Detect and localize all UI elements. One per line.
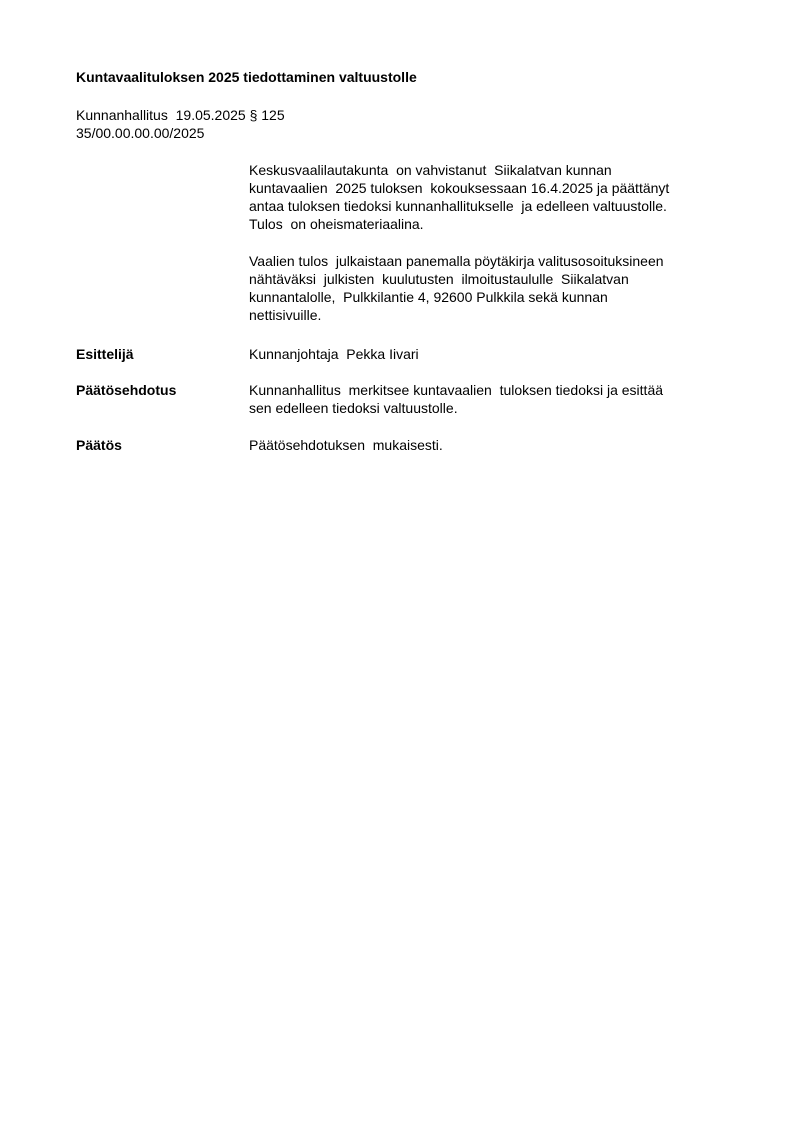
decision-label: Päätös	[76, 437, 122, 453]
text-line: Kunnanjohtaja Pekka Iivari	[249, 346, 419, 362]
text-line: nähtäväksi julkisten kuulutusten ilmoitustaululle Siikalatvan	[249, 271, 629, 287]
text-line: antaa tuloksen tiedoksi kunnanhallitukselle ja edelleen valtuustolle.	[249, 198, 667, 214]
text-line: Tulos on oheismateriaalina.	[249, 216, 424, 232]
document-title: Kuntavaalituloksen 2025 tiedottaminen valtuustolle	[76, 69, 417, 85]
text-line: Kunnanhallitus merkitsee kuntavaalien tuloksen tiedoksi ja esittää	[249, 382, 664, 398]
text-line: Päätösehdotuksen mukaisesti.	[249, 437, 443, 453]
intro-paragraph-1	[249, 161, 719, 233]
meeting-meta	[76, 106, 285, 142]
text-line: sen edelleen tiedoksi valtuustolle.	[249, 400, 458, 416]
meeting-reference: Kunnanhallitus 19.05.2025 § 125	[76, 107, 285, 123]
text-line: Vaalien tulos julkaistaan panemalla pöytäkirja valitusosoituksineen	[249, 253, 664, 269]
proposal-label: Päätösehdotus	[76, 382, 177, 398]
intro-paragraph-2	[249, 252, 719, 324]
record-number: 35/00.00.00.00/2025	[76, 125, 205, 141]
presenter-label: Esittelijä	[76, 346, 134, 362]
decision-value	[249, 436, 719, 454]
text-line: kuntavaalien 2025 tuloksen kokouksessaan 16.4.2025 ja päättänyt	[249, 180, 670, 196]
presenter-value	[249, 345, 719, 363]
text-line: nettisivuille.	[249, 307, 322, 323]
text-line: Keskusvaalilautakunta on vahvistanut Siikalatvan kunnan	[249, 162, 612, 178]
proposal-text	[249, 381, 719, 417]
text-line: kunnantalolle, Pulkkilantie 4, 92600 Pulkkila sekä kunnan	[249, 289, 608, 305]
